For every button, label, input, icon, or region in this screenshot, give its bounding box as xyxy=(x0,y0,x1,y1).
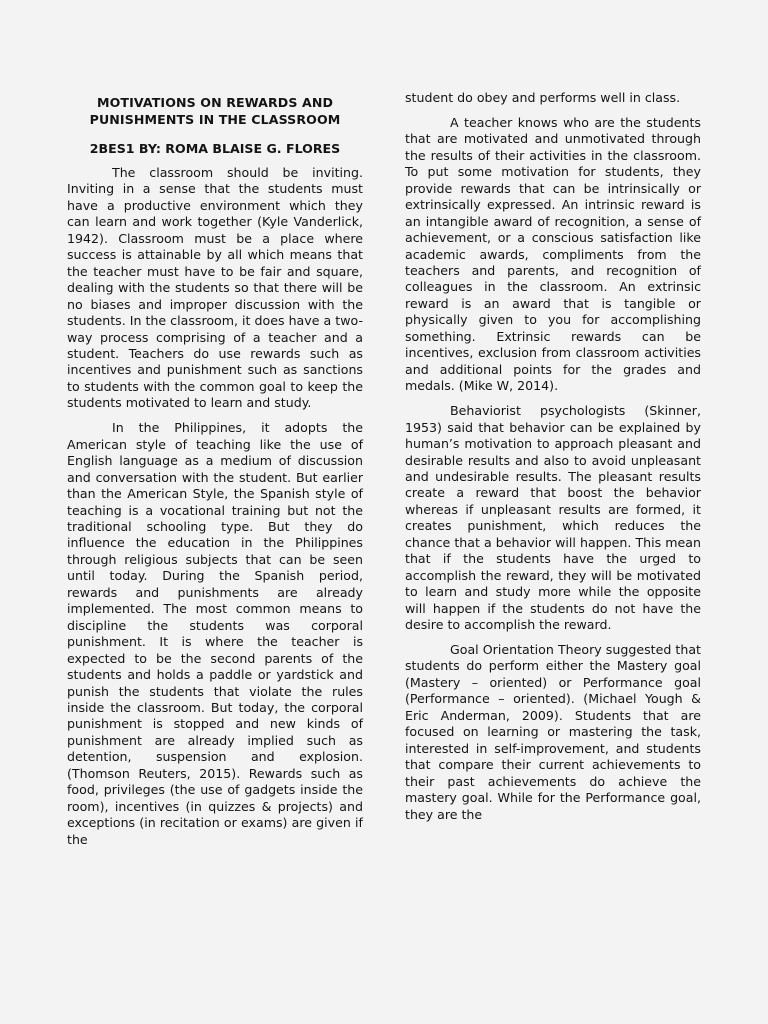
paragraph-continuation: student do obey and performs well in class. xyxy=(405,90,681,105)
paragraph-classroom-inviting: The classroom should be inviting. Inviting in a sense that the students must have a productive environment which they can learn and work together (Kyle Vanderlick, 1942). Classroom must be a place where success is attainable by all which means that the teacher must have to be fair and square, dealing with the students so that there will be no biases and improper discussion with the students. In the classroom, it does have a two-way process comprising of a teacher and a student. Teachers do use rewards such as incentives and punishment such as sanctions to students with the common goal to keep the students motivated to learn and study. xyxy=(67,165,363,411)
paragraph-philippines-history: In the Philippines, it adopts the American style of teaching like the use of English language as a medium of discussion and conversation with the student. But earlier than the American Style, the Spanish style of teaching is a vocational training but not the traditional schooling type. But they do influence the education in the Philippines through religious subjects that can be seen until today. During the Spanish period, rewards and punishments are already implemented. The most common means to discipline the students was corporal punishment. It is where the teacher is expected to be the second parents of the students and holds a paddle or yardstick and punish the students that violate the rules inside the classroom. But today, the corporal punishment is stopped and new kinds of punishment are already implied such as detention, suspension and explosion. (Thomson Reuters, 2015). Rewards such as food, privileges (the use of gadgets inside the room), incentives (in quizzes & projects) and exceptions (in recitation or exams) are given if the xyxy=(67,420,363,847)
article-byline: 2BES1 BY: ROMA BLAISE G. FLORES xyxy=(89,141,341,156)
paragraph-behaviorist-psychologists: Behaviorist psychologists (Skinner, 1953) said that behavior can be explained by human’s motivation to approach pleasant and desirable results and also to avoid unpleasant and undesirable results. The pleasant results create a reward that boost the behavior whereas if unpleasant results are formed, it creates punishment, which reduces the chance that a behavior will happen. This mean that if the students have the urged to accomplish the reward, they will be motivated to learn and study more while the opposite will happen if the students do not have the desire to accomplish the reward. xyxy=(405,403,701,633)
article-title: MOTIVATIONS ON REWARDS AND PUNISHMENTS IN THE CLASSROOM xyxy=(89,95,341,127)
paragraph-goal-orientation-theory: Goal Orientation Theory suggested that students do perform either the Mastery goal (Mastery – oriented) or Performance goal (Performance – oriented). (Michael Yough & Eric Anderman, 2009). Students that are focused on learning or mastering the task, interested in self-improvement, and students that compare their current achievements to their past achievements do achieve the mastery goal. While for the Performance goal, they are the xyxy=(405,642,701,822)
right-column xyxy=(405,90,701,831)
paragraph-intrinsic-extrinsic-rewards: A teacher knows who are the students that are motivated and unmotivated through the results of their activities in the classroom. To put some motivation for students, they provide rewards that can be intrinsically or extrinsically expressed. An intrinsic reward is an intangible award of recognition, a sense of achievement, or a conscious satisfaction like academic awards, compliments from the teachers and parents, and recognition of colleagues in the classroom. An extrinsic reward is an award that is tangible or physically given to you for accomplishing something. Extrinsic rewards can be incentives, exclusion from classroom activities and additional points for the grades and medals. (Mike W, 2014). xyxy=(405,114,701,394)
left-column xyxy=(67,90,363,857)
